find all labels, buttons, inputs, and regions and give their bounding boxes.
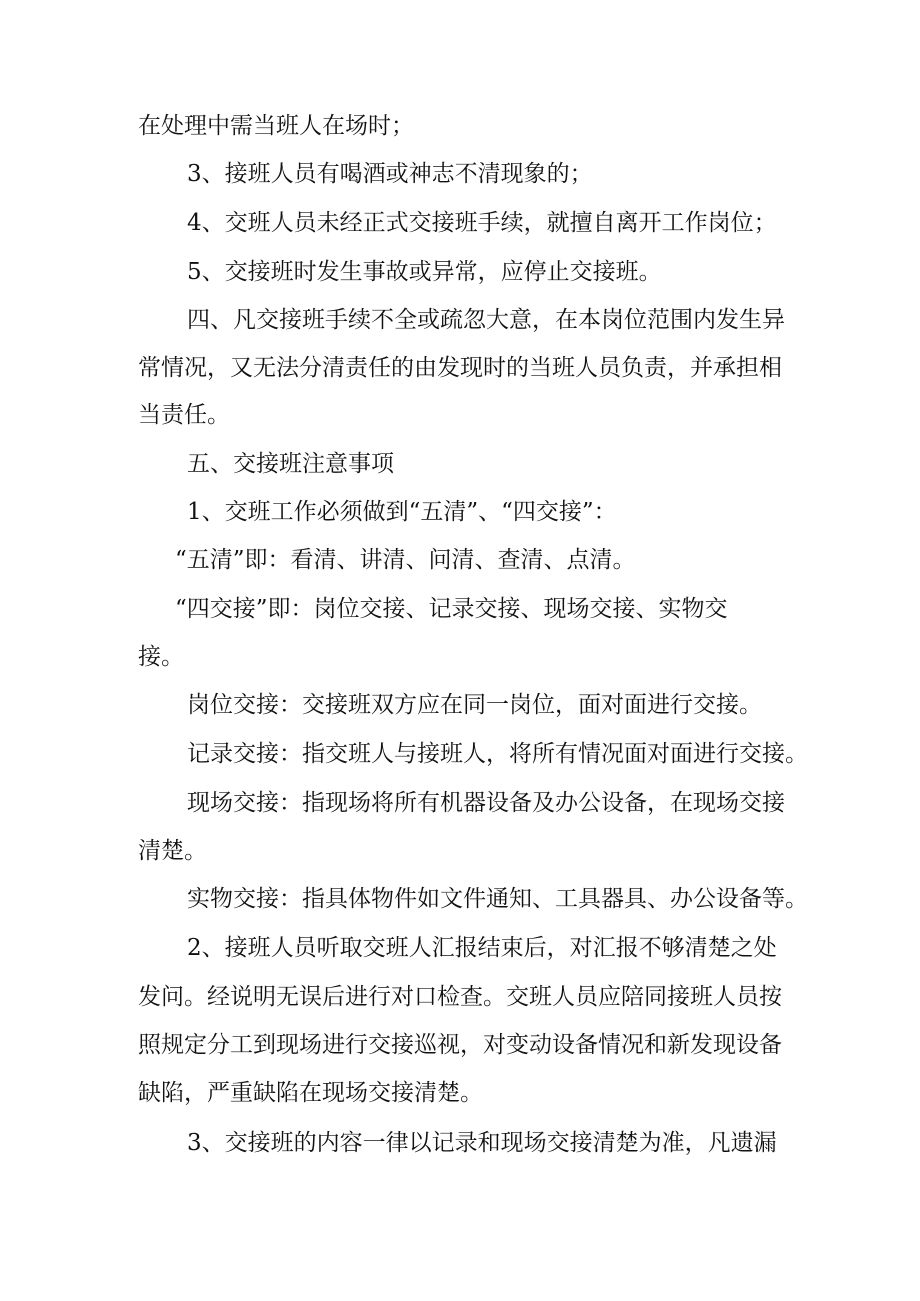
text-line: 发问。经说明无误后进行对口检查。交班人员应陪同接班人员按 xyxy=(138,984,782,1010)
text-line: 3、交接班的内容一律以记录和现场交接清楚为准，凡遗漏 xyxy=(187,1130,777,1156)
text-line: 缺陷，严重缺陷在现场交接清楚。 xyxy=(138,1080,483,1106)
text-line: 清楚。 xyxy=(138,838,207,864)
text-line: 1、交班工作必须做到“五清”、“四交接”： xyxy=(187,499,617,525)
text-line: 5、交接班时发生事故或异常，应停止交接班。 xyxy=(187,259,662,285)
text-line: 岗位交接：交接班双方应在同一岗位，面对面进行交接。 xyxy=(187,692,762,718)
text-line: 当责任。 xyxy=(138,402,230,428)
text-line: “四交接”即：岗位交接、记录交接、现场交接、实物交 xyxy=(175,596,728,622)
text-line: 记录交接：指交班人与接班人，将所有情况面对面进行交接。 xyxy=(187,741,808,767)
text-line: 4、交班人员未经正式交接班手续，就擅自离开工作岗位； xyxy=(187,210,777,236)
text-line: 3、接班人员有喝酒或神志不清现象的； xyxy=(187,161,593,187)
section-heading: 五、交接班注意事项 xyxy=(187,451,394,477)
text-line: 在处理中需当班人在场时； xyxy=(138,113,414,139)
text-line: 常情况，又无法分清责任的由发现时的当班人员负责，并承担相 xyxy=(138,355,782,381)
text-line: 实物交接：指具体物件如文件通知、工具器具、办公设备等。 xyxy=(187,886,808,912)
text-line: 2、接班人员听取交班人汇报结束后，对汇报不够清楚之处 xyxy=(187,935,777,961)
text-line: 照规定分工到现场进行交接巡视，对变动设备情况和新发现设备 xyxy=(138,1032,782,1058)
text-line: 接。 xyxy=(138,644,184,670)
text-line: 现场交接：指现场将所有机器设备及办公设备，在现场交接 xyxy=(187,790,785,816)
text-line: 四、凡交接班手续不全或疏忽大意，在本岗位范围内发生异 xyxy=(187,307,785,333)
text-line: “五清”即：看清、讲清、问清、查清、点清。 xyxy=(175,547,636,573)
